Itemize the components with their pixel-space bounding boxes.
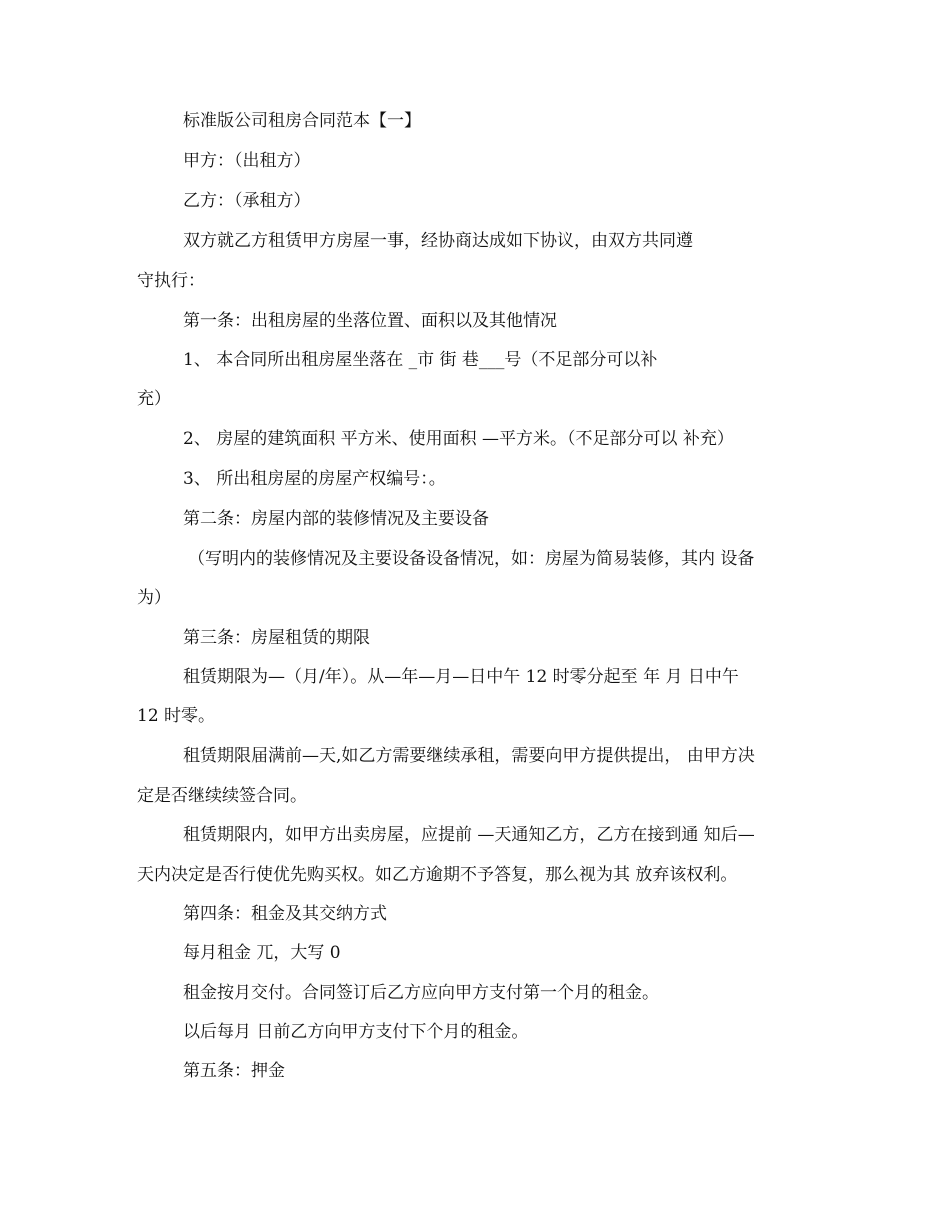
article3-p2-line-2: 定是否继续续签合同。: [137, 786, 307, 806]
article3-p2-line-1: 租赁期限届满前—天,如乙方需要继续承租，需要向甲方提供提出， 由甲方决: [183, 746, 755, 766]
article2-heading: 第二条：房屋内部的装修情况及主要设备: [183, 509, 489, 529]
article4-p2: 租金按月交付。合同签订后乙方应向甲方支付第一个月的租金。: [183, 983, 659, 1003]
intro-line-2: 守执行：: [137, 271, 205, 291]
article1-heading: 第一条：出租房屋的坐落位置、面积以及其他情况: [183, 311, 557, 331]
article3-p1-line-1: 租赁期限为—（月/年）。从—年—月—日中午 12 时零分起至 年 月 日中午: [183, 667, 739, 687]
article4-p1: 每月租金 兀，大写 0: [183, 943, 341, 963]
article1-item2: 2、 房屋的建筑面积 平方米、使用面积 —平方米。（不足部分可以 补充）: [183, 429, 734, 449]
article1-item1-line-1: 1、 本合同所出租房屋坐落在 _市 街 巷___号（不足部分可以补: [183, 350, 658, 370]
article2-body-line-1: （写明内的装修情况及主要设备设备情况，如：房屋为简易装修，其内 设备: [188, 549, 755, 569]
article4-p3: 以后每月 日前乙方向甲方支付下个月的租金。: [183, 1022, 529, 1042]
article3-heading: 第三条：房屋租赁的期限: [183, 628, 370, 648]
party-a-line: 甲方：（出租方）: [183, 151, 311, 171]
article3-p3-line-2: 天内决定是否行使优先购买权。如乙方逾期不予答复，那么视为其 放弃该权利。: [137, 865, 738, 885]
article3-p3-line-1: 租赁期限内，如甲方出卖房屋，应提前 —天通知乙方，乙方在接到通 知后—: [183, 825, 755, 845]
article4-heading: 第四条：租金及其交纳方式: [183, 904, 387, 924]
article3-p1-line-2: 12 时零。: [137, 706, 216, 726]
article5-heading: 第五条：押金: [183, 1061, 285, 1081]
intro-line-1: 双方就乙方租赁甲方房屋一事，经协商达成如下协议，由双方共同遵: [183, 231, 693, 251]
article1-item1-line-2: 充）: [137, 389, 171, 409]
article2-body-line-2: 为）: [137, 588, 171, 608]
party-b-line: 乙方：（承租方）: [183, 191, 311, 211]
article1-item3: 3、 所出租房屋的房屋产权编号：。: [183, 469, 446, 489]
document-title: 标准版公司租房合同范本【一】: [183, 111, 421, 131]
